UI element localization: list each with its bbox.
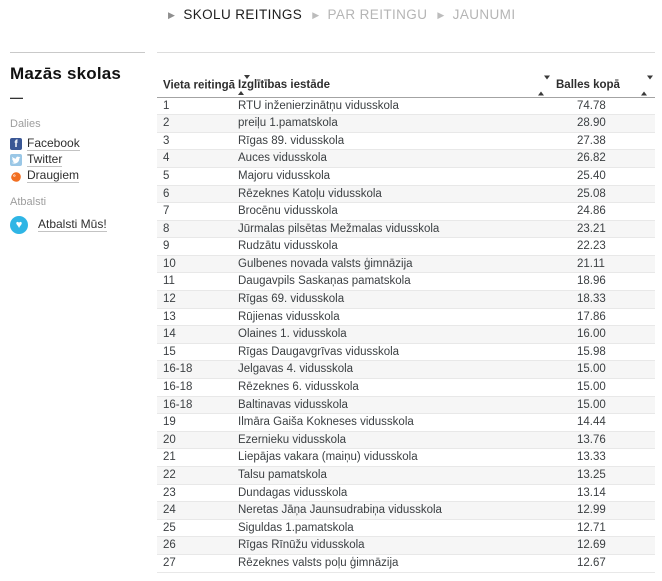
score-cell: 16.00 bbox=[555, 326, 655, 344]
breadcrumb-arrow-icon: ▶ bbox=[312, 9, 320, 20]
place-cell: 4 bbox=[157, 150, 232, 168]
support-link[interactable] bbox=[10, 216, 152, 234]
score-cell: 13.14 bbox=[555, 484, 655, 502]
table-row bbox=[157, 379, 655, 397]
place-cell: 2 bbox=[157, 115, 232, 133]
place-cell: 15 bbox=[157, 343, 232, 361]
school-cell: Gulbenes novada valsts ģimnāzija bbox=[232, 255, 555, 273]
place-cell: 6 bbox=[157, 185, 232, 203]
place-cell: 25 bbox=[157, 519, 232, 537]
score-cell: 26.82 bbox=[555, 150, 655, 168]
table-row bbox=[157, 467, 655, 485]
page-title: Mazās skolas bbox=[10, 64, 122, 83]
school-cell: Rīgas Rīnūžu vidusskola bbox=[232, 537, 555, 555]
table-row bbox=[157, 308, 655, 326]
school-cell: Rīgas 69. vidusskola bbox=[232, 291, 555, 309]
score-cell: 18.33 bbox=[555, 291, 655, 309]
place-cell: 19 bbox=[157, 414, 232, 432]
school-cell: Liepājas vakara (maiņu) vidusskola bbox=[232, 449, 555, 467]
table-row bbox=[157, 396, 655, 414]
column-header-school[interactable] bbox=[232, 76, 555, 97]
support-heading: Atbalsti bbox=[10, 196, 47, 208]
place-cell: 9 bbox=[157, 238, 232, 256]
place-cell: 12 bbox=[157, 291, 232, 309]
column-header-place[interactable] bbox=[157, 76, 236, 97]
table-row bbox=[157, 203, 655, 221]
place-cell: 5 bbox=[157, 167, 232, 185]
score-cell: 15.00 bbox=[555, 396, 655, 414]
table-row bbox=[157, 97, 655, 115]
score-cell: 15.00 bbox=[555, 379, 655, 397]
place-cell: 10 bbox=[157, 255, 232, 273]
table-row bbox=[157, 185, 655, 203]
score-cell: 13.33 bbox=[555, 449, 655, 467]
draugiem-share-link[interactable] bbox=[10, 169, 152, 183]
school-cell: Rīgas 89. vidusskola bbox=[232, 132, 555, 150]
school-cell: Jūrmalas pilsētas Mežmalas vidusskola bbox=[232, 220, 555, 238]
table-row bbox=[157, 519, 655, 537]
share-link-label: Draugiem bbox=[27, 168, 80, 182]
place-cell: 7 bbox=[157, 203, 232, 221]
school-cell: Rēzeknes Katoļu vidusskola bbox=[232, 185, 555, 203]
school-cell: Rūjienas vidusskola bbox=[232, 308, 555, 326]
share-heading: Dalies bbox=[10, 118, 41, 130]
table-row bbox=[157, 238, 655, 256]
school-cell: Olaines 1. vidusskola bbox=[232, 326, 555, 344]
score-cell: 25.40 bbox=[555, 167, 655, 185]
score-cell: 12.99 bbox=[555, 502, 655, 520]
breadcrumb bbox=[168, 7, 515, 23]
school-cell: preiļu 1.pamatskola bbox=[232, 115, 555, 133]
place-cell: 27 bbox=[157, 554, 232, 572]
school-cell: Brocēnu vidusskola bbox=[232, 203, 555, 221]
place-cell: 24 bbox=[157, 502, 232, 520]
sort-icon bbox=[538, 80, 550, 93]
school-cell: RTU inženierzinātņu vidusskola bbox=[232, 97, 555, 115]
main-divider bbox=[157, 52, 655, 53]
place-cell: 1 bbox=[157, 97, 232, 115]
school-cell: Baltinavas vidusskola bbox=[232, 396, 555, 414]
score-cell: 25.08 bbox=[555, 185, 655, 203]
score-cell: 12.69 bbox=[555, 537, 655, 555]
share-link-label: Facebook bbox=[27, 136, 80, 150]
nav-label: JAUNUMI bbox=[452, 7, 516, 22]
nav-item-jaunumi[interactable] bbox=[437, 7, 515, 23]
table-row bbox=[157, 484, 655, 502]
school-cell: Neretas Jāņa Jaunsudrabiņa vidusskola bbox=[232, 502, 555, 520]
school-cell: Talsu pamatskola bbox=[232, 467, 555, 485]
place-cell: 23 bbox=[157, 484, 232, 502]
school-cell: Daugavpils Saskaņas pamatskola bbox=[232, 273, 555, 291]
place-cell: 3 bbox=[157, 132, 232, 150]
table-row bbox=[157, 255, 655, 273]
score-cell: 27.38 bbox=[555, 132, 655, 150]
title-dash: — bbox=[10, 90, 23, 105]
table-row bbox=[157, 167, 655, 185]
school-cell: Auces vidusskola bbox=[232, 150, 555, 168]
place-cell: 11 bbox=[157, 273, 232, 291]
table-row bbox=[157, 502, 655, 520]
table-row bbox=[157, 273, 655, 291]
table-row bbox=[157, 326, 655, 344]
school-cell: Rēzeknes valsts poļu ģimnāzija bbox=[232, 554, 555, 572]
score-cell: 28.90 bbox=[555, 115, 655, 133]
table-row bbox=[157, 343, 655, 361]
facebook-icon: f bbox=[10, 138, 22, 150]
school-cell: Majoru vidusskola bbox=[232, 167, 555, 185]
table-row bbox=[157, 431, 655, 449]
column-header-score[interactable] bbox=[555, 76, 655, 97]
nav-item-skolu-reitings[interactable] bbox=[168, 7, 302, 23]
school-cell: Rudzātu vidusskola bbox=[232, 238, 555, 256]
school-cell: Rēzeknes 6. vidusskola bbox=[232, 379, 555, 397]
twitter-share-link[interactable] bbox=[10, 153, 152, 167]
score-cell: 13.25 bbox=[555, 467, 655, 485]
table-row bbox=[157, 220, 655, 238]
sidebar bbox=[10, 64, 152, 234]
draugiem-icon bbox=[10, 170, 22, 182]
place-cell: 21 bbox=[157, 449, 232, 467]
place-cell: 16-18 bbox=[157, 361, 232, 379]
score-cell: 15.00 bbox=[555, 361, 655, 379]
place-cell: 13 bbox=[157, 308, 232, 326]
score-cell: 12.67 bbox=[555, 554, 655, 572]
column-label: Izglītības iestāde bbox=[238, 79, 331, 92]
table-row bbox=[157, 449, 655, 467]
table-body bbox=[157, 97, 655, 572]
score-cell: 24.86 bbox=[555, 203, 655, 221]
place-cell: 20 bbox=[157, 431, 232, 449]
nav-item-par-reitingu[interactable] bbox=[312, 7, 427, 23]
table-row bbox=[157, 361, 655, 379]
score-cell: 74.78 bbox=[555, 97, 655, 115]
breadcrumb-arrow-icon: ▶ bbox=[437, 9, 445, 20]
score-cell: 22.23 bbox=[555, 238, 655, 256]
facebook-share-link[interactable] bbox=[10, 137, 152, 151]
score-cell: 13.76 bbox=[555, 431, 655, 449]
score-cell: 18.96 bbox=[555, 273, 655, 291]
place-cell: 22 bbox=[157, 467, 232, 485]
column-label: Vieta reitingā bbox=[163, 79, 236, 92]
school-cell: Dundagas vidusskola bbox=[232, 484, 555, 502]
school-cell: Jelgavas 4. vidusskola bbox=[232, 361, 555, 379]
place-cell: 26 bbox=[157, 537, 232, 555]
school-cell: Siguldas 1.pamatskola bbox=[232, 519, 555, 537]
breadcrumb-arrow-icon: ▶ bbox=[168, 9, 176, 20]
sort-icon bbox=[641, 80, 653, 93]
place-cell: 16-18 bbox=[157, 396, 232, 414]
score-cell: 23.21 bbox=[555, 220, 655, 238]
column-label: Balles kopā bbox=[556, 79, 620, 92]
ratings-table bbox=[157, 76, 655, 573]
score-cell: 17.86 bbox=[555, 308, 655, 326]
table-row bbox=[157, 115, 655, 133]
score-cell: 12.71 bbox=[555, 519, 655, 537]
place-cell: 14 bbox=[157, 326, 232, 344]
score-cell: 15.98 bbox=[555, 343, 655, 361]
support-link-label: Atbalsti Mūs! bbox=[38, 217, 107, 231]
sidebar-divider bbox=[10, 52, 145, 53]
table-row bbox=[157, 554, 655, 572]
place-cell: 16-18 bbox=[157, 379, 232, 397]
share-link-label: Twitter bbox=[27, 152, 63, 166]
place-cell: 8 bbox=[157, 220, 232, 238]
table-row bbox=[157, 132, 655, 150]
twitter-icon bbox=[10, 154, 22, 166]
table-row bbox=[157, 150, 655, 168]
school-cell: Ilmāra Gaiša Kokneses vidusskola bbox=[232, 414, 555, 432]
table-header-row bbox=[157, 76, 655, 97]
score-cell: 21.11 bbox=[555, 255, 655, 273]
table-row bbox=[157, 414, 655, 432]
school-cell: Ezernieku vidusskola bbox=[232, 431, 555, 449]
table-row bbox=[157, 537, 655, 555]
heart-icon: ♥ bbox=[10, 216, 28, 234]
nav-label: SKOLU REITINGS bbox=[183, 7, 303, 22]
school-cell: Rīgas Daugavgrīvas vidusskola bbox=[232, 343, 555, 361]
score-cell: 14.44 bbox=[555, 414, 655, 432]
table-row bbox=[157, 291, 655, 309]
nav-label: PAR REITINGU bbox=[327, 7, 428, 22]
